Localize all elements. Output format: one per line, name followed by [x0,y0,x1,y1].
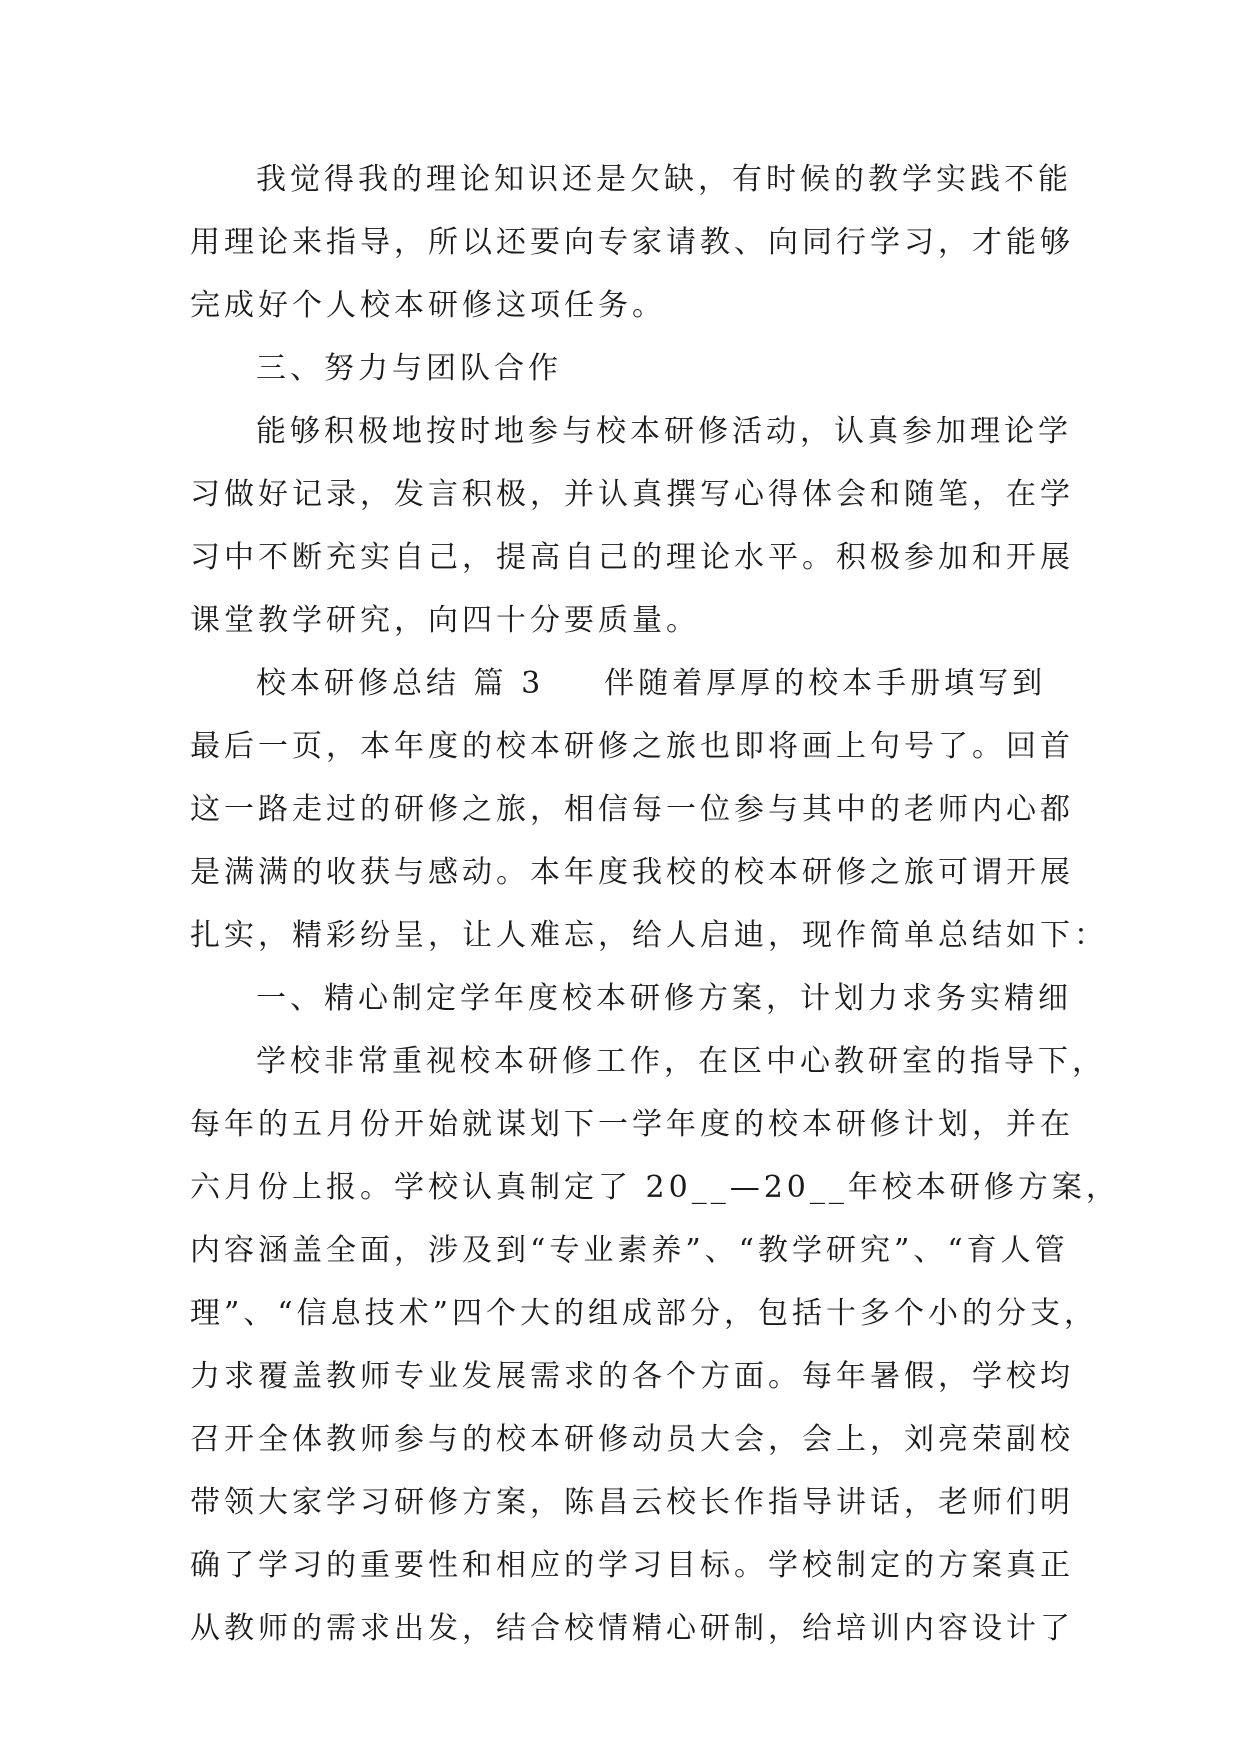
paragraph-line: 最后一页，本年度的校本研修之旅也即将画上句号了。回首 [190,729,1074,764]
document-body [190,160,1120,1672]
article-title: 校本研修总结 篇 3 [256,666,545,701]
paragraph-line: 学校非常重视校本研修工作，在区中心教研室的指导下， [256,1044,1106,1079]
section-heading: 一、精心制定学年度校本研修方案，计划力求务实精细 [256,981,1072,1016]
paragraph-line: 每年的五月份开始就谋划下一学年度的校本研修计划，并在 [190,1107,1074,1142]
paragraph-line: 课堂教学研究，向四十分要质量。 [190,603,700,638]
paragraph-line: 内容涵盖全面，涉及到“专业素养”、“教学研究”、“育人管 [190,1233,1069,1268]
paragraph-line: 扎实，精彩纷呈，让人难忘，给人启迪，现作简单总结如下： [190,918,1108,953]
paragraph-line: 理”、“信息技术”四个大的组成部分，包括十多个小的分支， [190,1296,1099,1331]
paragraph-line: 能够积极地按时地参与校本研修活动，认真参加理论学 [256,414,1072,449]
article-heading-line [190,664,1070,727]
paragraph-line: 从教师的需求出发，结合校情精心研制，给培训内容设计了 [190,1611,1074,1646]
paragraph-line: 习中不断充实自己，提高自己的理论水平。积极参加和开展 [190,540,1074,575]
paragraph-line: 是满满的收获与感动。本年度我校的校本研修之旅可谓开展 [190,855,1074,890]
paragraph-line: 确了学习的重要性和相应的学习目标。学校制定的方案真正 [190,1548,1074,1583]
section-heading: 三、努力与团队合作 [256,351,562,386]
paragraph-line: 带领大家学习研修方案，陈昌云校长作指导讲话，老师们明 [190,1485,1074,1520]
paragraph-line: 召开全体教师参与的校本研修动员大会，会上，刘亮荣副校 [190,1422,1074,1457]
paragraph-line: 这一路走过的研修之旅，相信每一位参与其中的老师内心都 [190,792,1074,827]
paragraph-line: 我觉得我的理论知识还是欠缺，有时候的教学实践不能 [256,162,1072,197]
paragraph-line: 六月份上报。学校认真制定了 20__—20__年校本研修方案， [190,1170,1120,1205]
paragraph-line: 完成好个人校本研修这项任务。 [190,288,666,323]
paragraph-text: 伴随着厚厚的校本手册填写到 [604,666,1047,701]
paragraph-line: 力求覆盖教师专业发展需求的各个方面。每年暑假，学校均 [190,1359,1074,1394]
paragraph-line: 用理论来指导，所以还要向专家请教、向同行学习，才能够 [190,225,1074,260]
paragraph-line: 习做好记录，发言积极，并认真撰写心得体会和随笔，在学 [190,477,1074,512]
